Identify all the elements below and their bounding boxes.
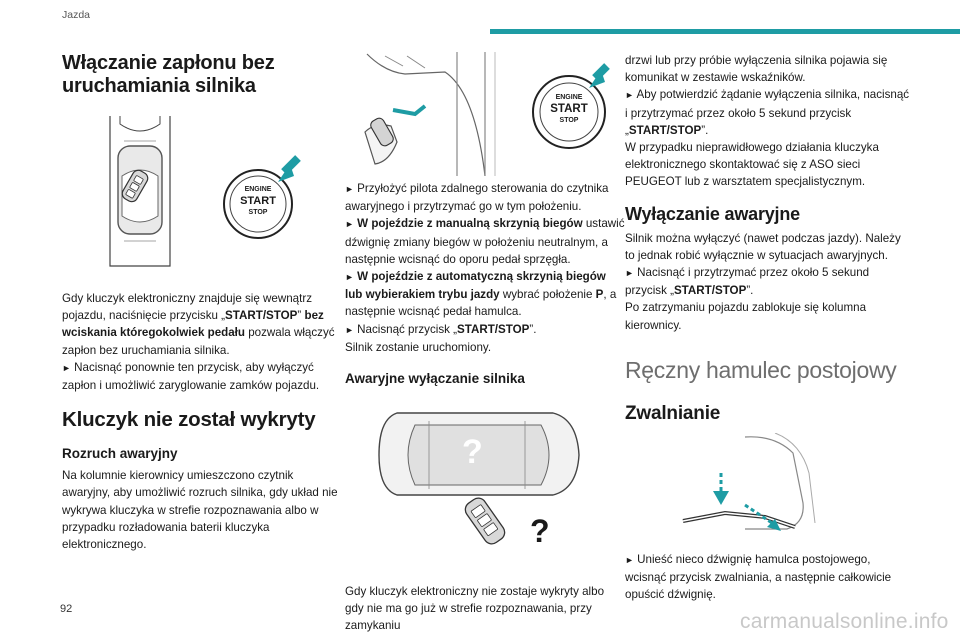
section-title-ignition: Włączanie zapłonu bez uruchamiania silnika [62, 52, 275, 97]
gear-position-p: P [595, 288, 604, 302]
text-span: ” [297, 309, 305, 323]
header-accent-bar [490, 29, 960, 34]
text-span: ustawić dźwignię zmiany biegów w położeniu neutralnym, a następnie wcisnąć do oporu pedał sprzęgła. [345, 217, 625, 266]
column-3 [625, 52, 910, 603]
reader-step-automatic [345, 268, 625, 321]
text-span: Aby potwierdzić żądanie wyłączenia silnika, nacisnąć i przytrzymać przez około 5 sekund przycisk „ [625, 88, 910, 137]
key-not-detected-paragraph: Gdy kluczyk elektroniczny nie zostaje wykryty albo gdy nie ma go już w strefie rozpoznawania, przy zamykaniu [345, 585, 605, 633]
reader-step-1 [345, 180, 625, 215]
question-mark-car: ? [462, 433, 483, 472]
engine-badge-line1: ENGINE [244, 186, 272, 193]
car-question-icon [345, 399, 625, 559]
reader-step-press [345, 321, 625, 339]
emergency-shutdown-paragraph: Silnik można wyłączyć (nawet podczas jazdy). Należy to jednak robić wyłącznie w sytuacjach awaryjnych. [625, 231, 901, 262]
text-span: Gdy kluczyk elektroniczny znajduje się wewnątrz pojazdu, naciśnięcie przycisku „ [62, 292, 313, 323]
key-not-found-illustration [345, 399, 625, 559]
start-stop-label: START/STOP [457, 322, 530, 336]
text-span: Nacisnąć przycisk „ [353, 322, 457, 336]
bullet-arrow-icon: ► [625, 268, 634, 279]
bullet-arrow-icon: ► [62, 362, 71, 373]
text-span: Unieść nieco dźwignię hamulca postojowego, wcisnąć przycisk zwalniania, a następnie całkowicie opuścić dźwignię. [625, 552, 892, 602]
column-2 [345, 52, 625, 635]
text-span: ”. [529, 322, 537, 336]
emergency-reader-illustration [345, 52, 625, 176]
subtitle-emergency-stop: Awaryjne wyłączanie silnika [345, 371, 525, 387]
bullet-arrow-icon: ► [345, 219, 354, 230]
emergency-shutdown-step [625, 264, 910, 299]
section-title-key-not-detected: Kluczyk nie został wykryty [62, 408, 316, 432]
parking-brake-illustration [625, 433, 910, 543]
steering-lock-note: Po zatrzymaniu pojazdu zablokuje się kolumna kierownicy. [625, 301, 867, 332]
reader-step-manual [345, 215, 625, 268]
emergency-start-paragraph: Na kolumnie kierownicy umieszczono czytnik awaryjny, aby umożliwić rozruch silnika, gdy układ nie wykrywa kluczyka w strefie rozpoznawania albo w przypadku rozładowania baterii kluczyka elektronicznego. [62, 469, 338, 552]
chapter-title-parking-brake: Ręczny hamulec postojowy [625, 356, 897, 383]
emphasis-text: W pojeździe z automatyczną skrzynią biegów lub wybierakiem trybu jazdy [345, 270, 606, 302]
engine-badge-line2: START [240, 195, 276, 207]
engine-badge-line3: STOP [559, 117, 579, 124]
bullet-arrow-icon: ► [625, 90, 634, 101]
emphasis-text: bez wciskania któregokolwiek pedału [62, 309, 324, 340]
handbrake-lever-icon [625, 433, 910, 543]
bullet-arrow-icon: ► [345, 184, 354, 194]
confirm-stop-step [625, 86, 910, 139]
text-span: ”. [701, 123, 709, 137]
text-span: pozwala włączyć zapłon bez uruchamiania silnika. [62, 326, 335, 357]
bullet-arrow-icon: ► [345, 324, 354, 335]
message-paragraph: drzwi lub przy próbie wyłączenia silnika pojawia się komunikat w zestawie wskaźników. [625, 54, 888, 85]
start-stop-label: START/STOP [673, 284, 747, 298]
bullet-arrow-icon: ► [625, 554, 634, 565]
watermark: carmanualsonline.info [740, 610, 949, 633]
ignition-off-step [62, 359, 344, 394]
section-title-emergency-shutdown: Wyłączanie awaryjne [625, 203, 800, 224]
engine-badge-line1: ENGINE [555, 94, 583, 101]
engine-badge-line2: START [550, 103, 588, 115]
subtitle-emergency-start: Rozruch awaryjny [62, 446, 178, 462]
column-1 [62, 52, 344, 553]
release-step [625, 551, 910, 604]
text-span: Przyłożyć pilota zdalnego sterowania do czytnika awaryjnego i przytrzymać go w tym położeniu. [345, 182, 609, 214]
bullet-arrow-icon: ► [345, 272, 354, 283]
engine-badge-line3: STOP [248, 209, 268, 216]
start-stop-label: START/STOP [225, 309, 298, 323]
engine-started-note: Silnik zostanie uruchomiony. [345, 340, 492, 354]
text-span: , a następnie wcisnąć pedał hamulca. [345, 288, 617, 319]
running-header: Jazda [62, 9, 91, 21]
question-mark-key: ? [530, 513, 550, 550]
car-top-view-key-icon [62, 116, 344, 274]
section-title-release: Zwalnianie [625, 402, 721, 424]
ignition-paragraph [62, 290, 344, 359]
text-span: ”. [746, 284, 754, 298]
page-number: 92 [60, 603, 73, 615]
text-span: Nacisnąć i przytrzymać przez około 5 sekund przycisk „ [625, 266, 870, 298]
car-key-start-illustration [62, 116, 344, 274]
emphasis-text: W pojeździe z manualną skrzynią biegów [357, 217, 583, 231]
start-stop-label: START/STOP [628, 123, 702, 137]
malfunction-paragraph: W przypadku nieprawidłowego działania kluczyka elektronicznego skontaktować się z ASO sieci PEUGEOT lub z warsztatem specjalistycznym. [625, 141, 879, 189]
text-span: Nacisnąć ponownie ten przycisk, aby wyłączyć zapłon i umożliwić zaryglowanie zamków pojazdu. [62, 360, 320, 393]
text-span: wybrać położenie [499, 288, 596, 302]
